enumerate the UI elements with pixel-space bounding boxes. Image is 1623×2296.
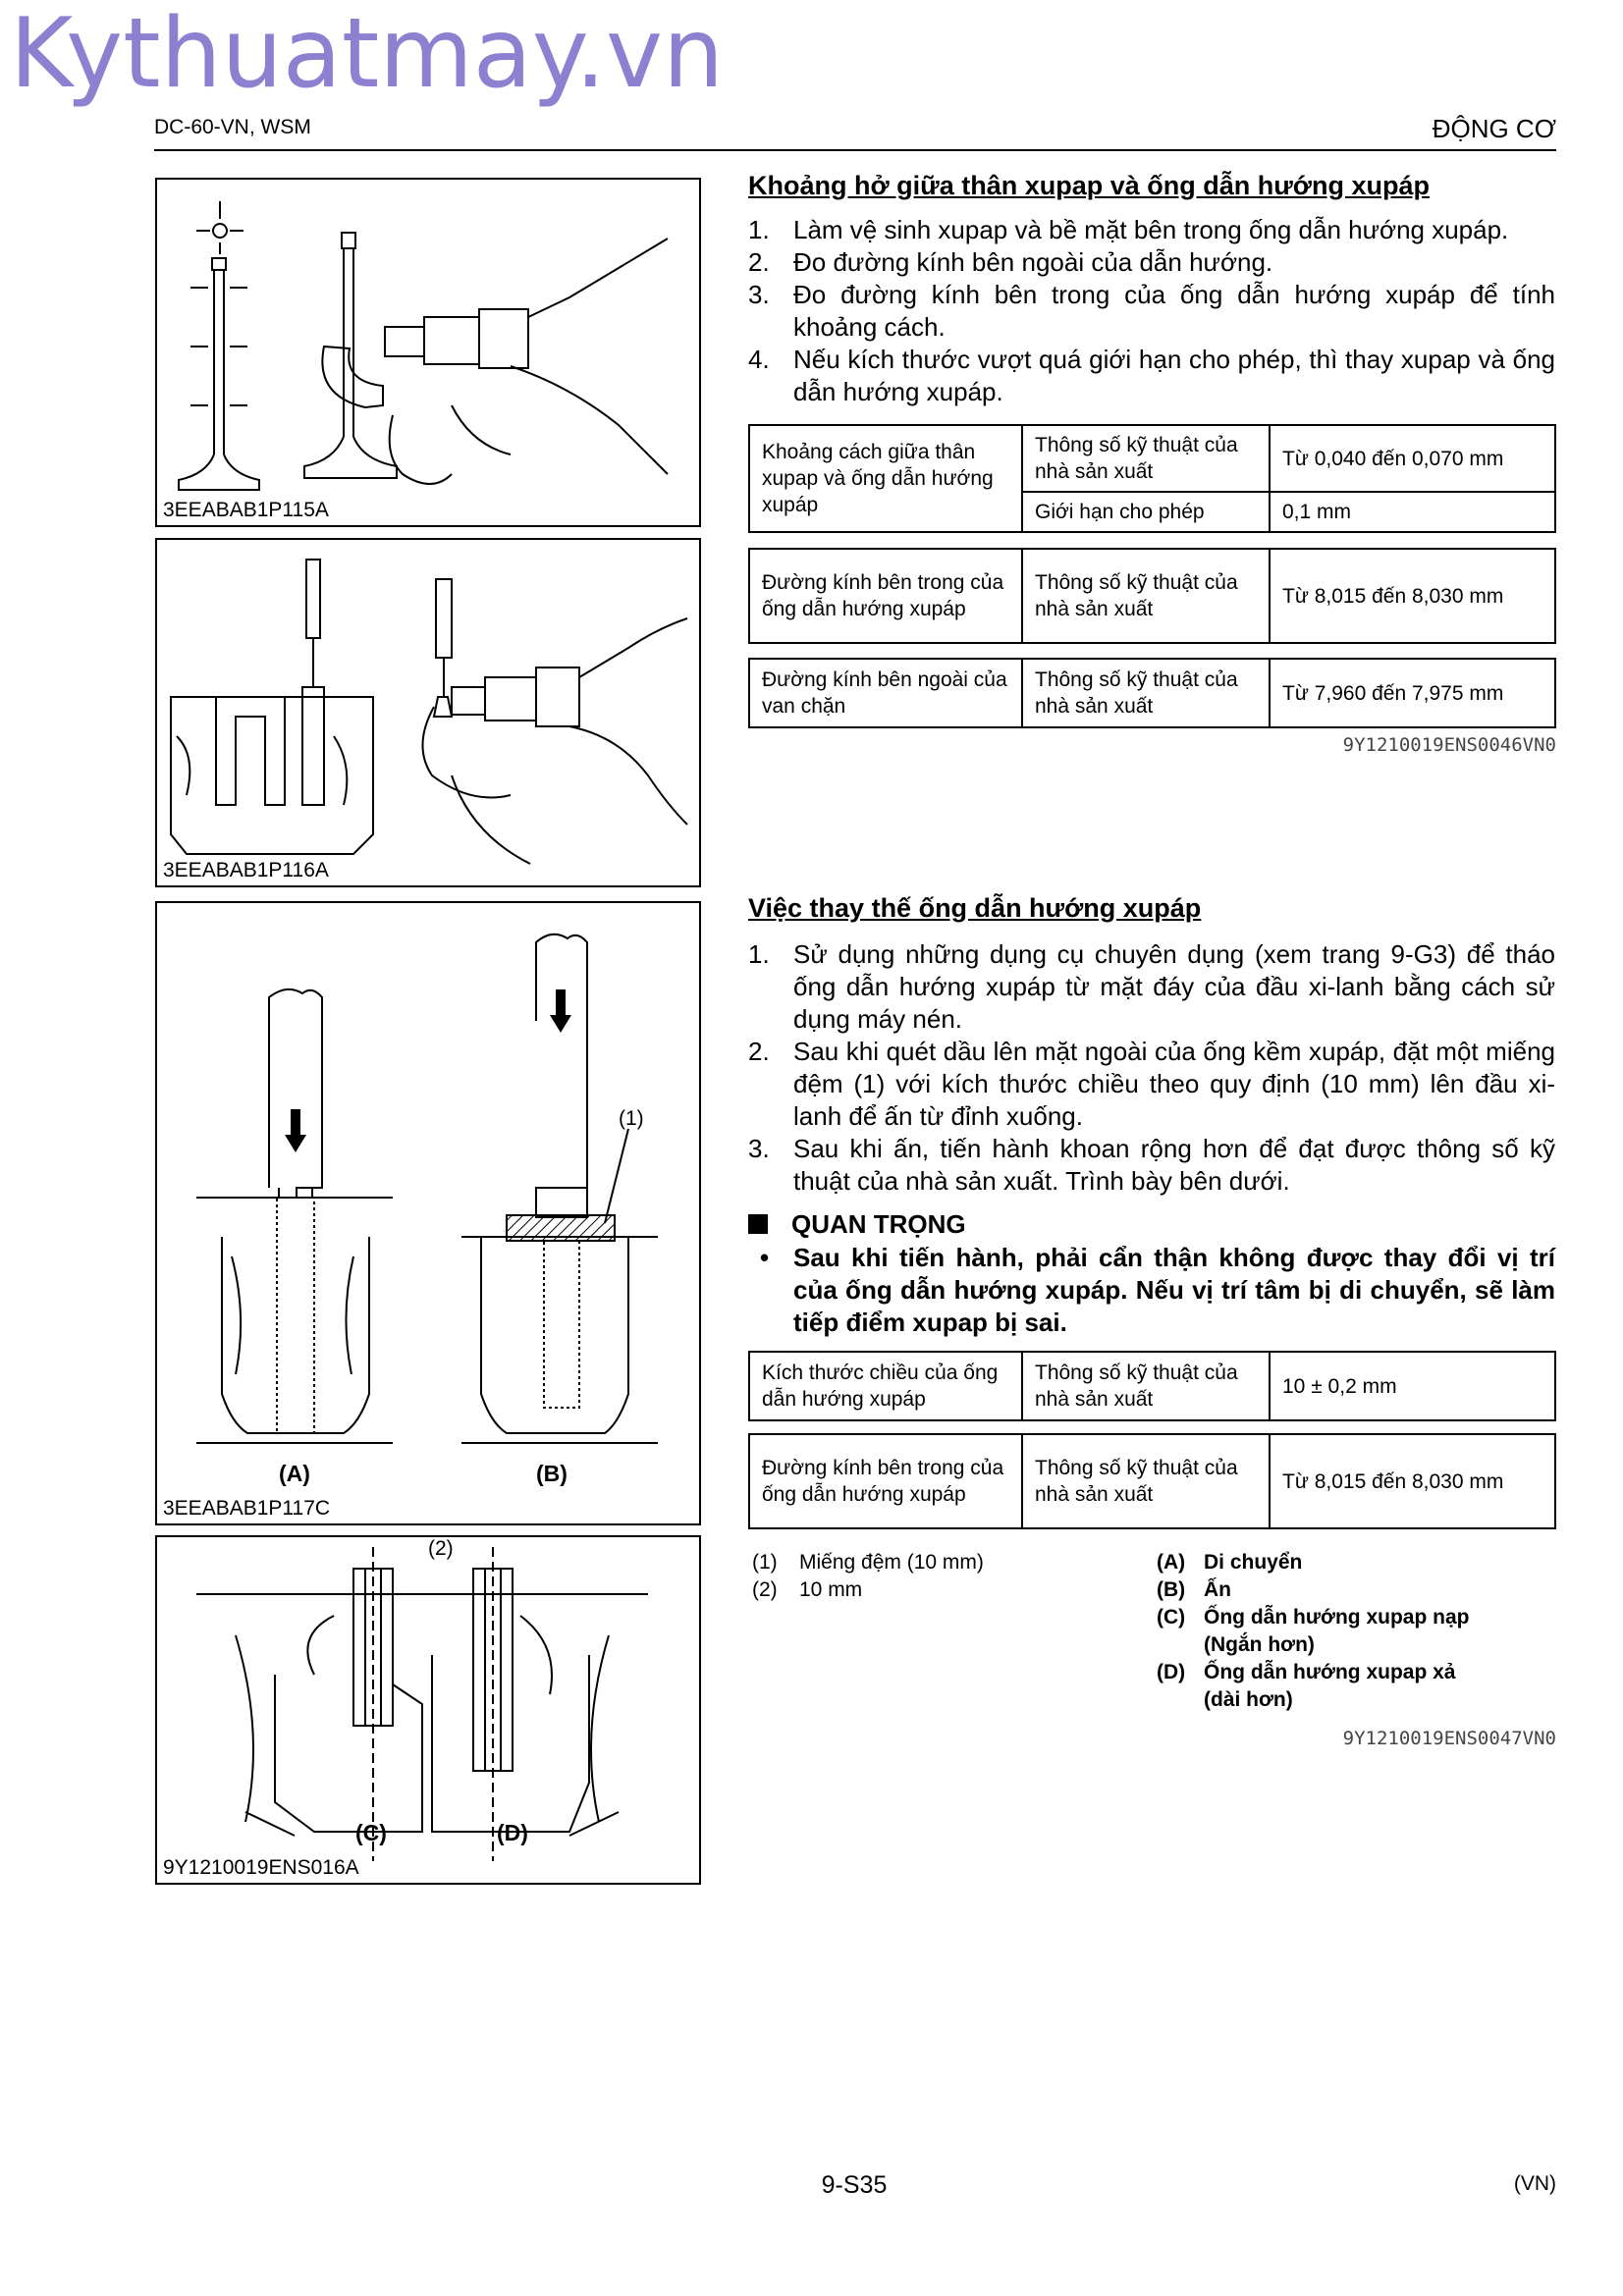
spec-value: Từ 8,015 đến 8,030 mm (1270, 1434, 1555, 1528)
important-heading: QUAN TRỌNG (748, 1209, 966, 1240)
section2-title: Việc thay thế ống dẫn hướng xupáp (748, 893, 1202, 923)
list-item: 1. Sử dụng những dụng cụ chuyên dụng (xem trang 9-G3) để tháo ống dẫn hướng xupáp từ mặt đáy của đầu xi-lanh bằng cách sử dụng máy nén. (748, 939, 1555, 1034)
spec-table-stem-od (748, 658, 1556, 728)
spec-table-guide-height (748, 1351, 1556, 1421)
list-item: 4. Nếu kích thước vượt quá giới hạn cho phép, thì thay xupap và ống dẫn hướng xupáp. (748, 345, 1555, 406)
intake-exhaust-guide-illustration (157, 1537, 699, 1883)
header-section: ĐỘNG CƠ (1432, 114, 1556, 143)
spec-value: Từ 7,960 đến 7,975 mm (1270, 659, 1555, 727)
guide-press-illustration (157, 903, 699, 1523)
valve-micrometer-illustration (157, 180, 699, 525)
doc-code: 9Y1210019ENS0047VN0 (1342, 1728, 1556, 1749)
spec-name: Đường kính bên ngoài của van chặn (749, 659, 1022, 727)
language-tag: (VN) (1513, 2172, 1556, 2195)
spec-table-guide-id (748, 548, 1556, 644)
legend-item: (1) Miếng đệm (10 mm) (752, 1551, 984, 1574)
spec-table-guide-id-2 (748, 1433, 1556, 1529)
legend-item: (C) Ống dẫn hướng xupap nạp (Ngắn hơn) (1157, 1606, 1470, 1656)
square-bullet-icon (748, 1214, 768, 1234)
important-note: • Sau khi tiến hành, phải cẩn thận không được thay đổi vị trí của ống dẫn hướng xupáp. Nếu vị trí tâm bị di chuyển, sẽ làm tiếp điểm xupap bị sai. (760, 1243, 1555, 1337)
label-2: (2) (428, 1537, 454, 1560)
spec-table-clearance (748, 424, 1556, 533)
doc-code: 9Y1210019ENS0046VN0 (1342, 734, 1556, 756)
legend-item: (D) Ống dẫn hướng xupap xả (dài hơn) (1157, 1661, 1456, 1711)
spec-value: Từ 0,040 đến 0,070 mm (1270, 425, 1555, 492)
bullet-icon: • (760, 1243, 770, 1272)
figure-guide-cd (155, 1535, 701, 1885)
figure-label: 9Y1210019ENS016A (163, 1856, 359, 1879)
legend-item: (A) Di chuyển (1157, 1551, 1303, 1574)
spec-label: Thông số kỹ thuật của nhà sản xuất (1022, 1352, 1270, 1420)
label-b: (B) (536, 1461, 568, 1486)
spec-label: Thông số kỹ thuật của nhà sản xuất (1022, 425, 1270, 492)
spec-label: Thông số kỹ thuật của nhà sản xuất (1022, 549, 1270, 643)
section1-title: Khoảng hở giữa thân xupap và ống dẫn hướng xupáp (748, 171, 1430, 200)
spec-value: 0,1 mm (1270, 492, 1555, 532)
label-a: (A) (279, 1461, 310, 1486)
figure-guide-inner-measure (155, 538, 701, 887)
figure-guide-replace-ab (155, 901, 701, 1525)
header-rule (154, 149, 1556, 151)
header-doc-code: DC-60-VN, WSM (154, 116, 311, 138)
list-item: 1. Làm vệ sinh xupap và bề mặt bên trong ống dẫn hướng xupáp. (748, 215, 1509, 244)
legend-item: (2) 10 mm (752, 1578, 863, 1601)
spec-name: Đường kính bên trong của ống dẫn hướng xupáp (749, 1434, 1022, 1528)
spec-label: Thông số kỹ thuật của nhà sản xuất (1022, 1434, 1270, 1528)
page-number: 9-S35 (821, 2171, 888, 2199)
list-item: 2. Sau khi quét dầu lên mặt ngoài của ống kềm xupáp, đặt một miếng đệm (1) với kích thước chiều theo quy định (10 mm) lên đầu xi-lanh để ấn từ đỉnh xuống. (748, 1037, 1555, 1131)
cylinder-head-gauge-illustration (157, 540, 699, 885)
label-c: (C) (355, 1820, 387, 1845)
spec-value: 10 ± 0,2 mm (1270, 1352, 1555, 1420)
watermark: Kythuatmay.vn (10, 0, 725, 110)
list-item: 2. Đo đường kính bên ngoài của dẫn hướng. (748, 247, 1273, 277)
label-d: (D) (497, 1820, 528, 1845)
label-1: (1) (619, 1107, 644, 1130)
legend-item: (B) Ấn (1157, 1578, 1231, 1601)
section1-steps (748, 214, 1555, 408)
legend-left (752, 1549, 1125, 1604)
figure-label: 3EEABAB1P116A (163, 859, 329, 881)
figure-valve-stem-measure (155, 178, 701, 527)
spec-name: Khoảng cách giữa thân xupap và ống dẫn hướng xupáp (749, 425, 1022, 532)
spec-label: Giới hạn cho phép (1022, 492, 1270, 532)
spec-name: Đường kính bên trong của ống dẫn hướng xupáp (749, 549, 1022, 643)
figure-label: 3EEABAB1P117C (163, 1497, 331, 1520)
figure-label: 3EEABAB1P115A (163, 499, 329, 521)
list-item: 3. Sau khi ấn, tiến hành khoan rộng hơn để đạt được thông số kỹ thuật của nhà sản xuất. Trình bày bên dưới. (748, 1134, 1555, 1196)
spec-name: Kích thước chiều của ống dẫn hướng xupáp (749, 1352, 1022, 1420)
legend-right (1157, 1549, 1490, 1714)
list-item: 3. Đo đường kính bên trong của ống dẫn hướng xupáp để tính khoảng cách. (748, 280, 1555, 342)
section2-steps (748, 938, 1555, 1198)
spec-label: Thông số kỹ thuật của nhà sản xuất (1022, 659, 1270, 727)
spec-value: Từ 8,015 đến 8,030 mm (1270, 549, 1555, 643)
